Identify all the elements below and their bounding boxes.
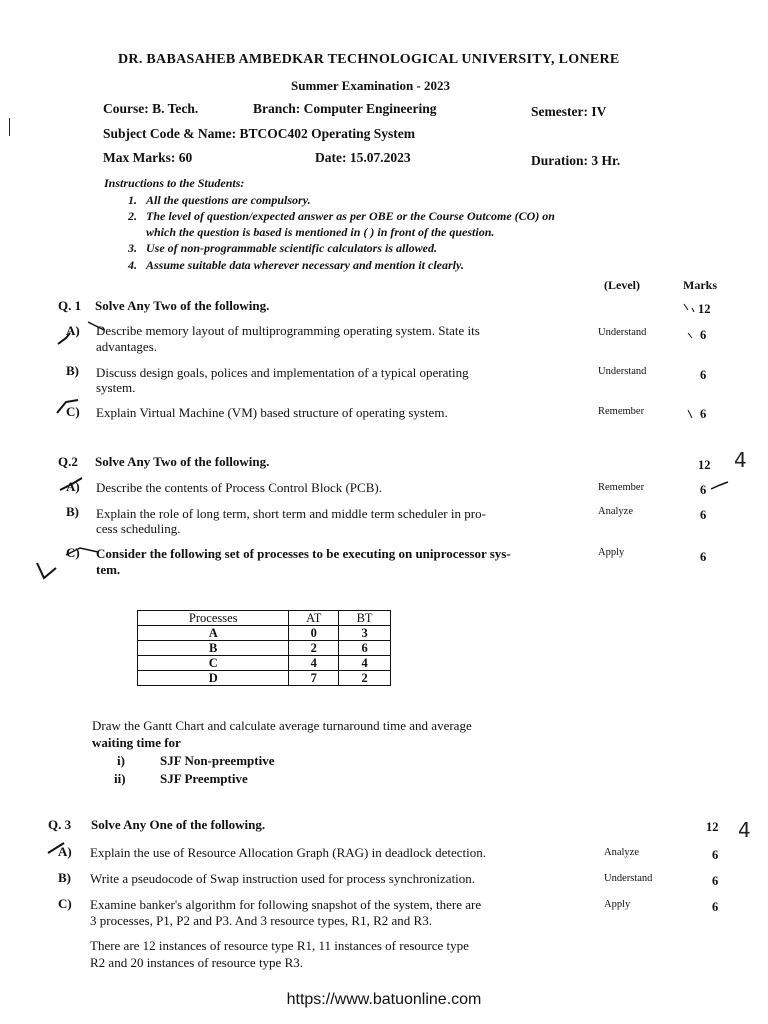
- part-text: system.: [96, 380, 136, 395]
- table-cell: 4: [339, 656, 391, 671]
- paragraph-text: There are 12 instances of resource type R1, 11 instances of resource type: [90, 938, 469, 953]
- marks-column-heading: Marks: [683, 278, 717, 292]
- part-level: Apply: [598, 547, 625, 558]
- part-text: cess scheduling.: [96, 521, 181, 536]
- part-marks: 6: [712, 874, 719, 888]
- followup-text: Draw the Gantt Chart and calculate average turnaround time and average: [92, 718, 472, 733]
- part-level: Remember: [598, 482, 645, 493]
- part-marks: 6: [700, 328, 707, 342]
- followup-item-text: SJF Preemptive: [160, 771, 248, 786]
- instruction-num: 3.: [128, 241, 137, 255]
- table-cell: 2: [289, 641, 339, 656]
- table-row: [138, 656, 391, 671]
- part-label: C): [58, 896, 72, 911]
- course: Course: B. Tech.: [103, 101, 199, 116]
- handwritten-score: 4: [738, 818, 751, 842]
- instruction-num: 4.: [128, 258, 137, 272]
- exam-title: Summer Examination - 2023: [291, 78, 451, 93]
- question-title: Solve Any Two of the following.: [95, 454, 270, 469]
- part-level: Analyze: [598, 506, 633, 517]
- part-marks: 6: [700, 368, 707, 382]
- part-label: B): [66, 504, 79, 519]
- table-header-row: [138, 611, 391, 626]
- table-cell: D: [138, 671, 289, 686]
- followup-text: waiting time for: [92, 735, 181, 750]
- part-text: Describe the contents of Process Control Block (PCB).: [96, 480, 382, 495]
- pen-mark: [684, 304, 694, 312]
- table-row: [138, 671, 391, 686]
- question-marks: 12: [698, 458, 711, 472]
- part-text: Explain the role of long term, short term and middle term scheduler in pro-: [96, 506, 486, 521]
- followup-item-text: SJF Non-preemptive: [160, 753, 275, 768]
- table-cell: 2: [339, 671, 391, 686]
- part-marks: 6: [712, 848, 719, 862]
- part-marks: 6: [700, 483, 707, 497]
- table-cell: C: [138, 656, 289, 671]
- instruction-num: 2.: [128, 209, 137, 223]
- part-label: B): [58, 870, 71, 885]
- question-number: Q.2: [58, 454, 78, 469]
- question-marks: 12: [706, 820, 719, 834]
- question-title: Solve Any Two of the following.: [95, 298, 270, 313]
- table-cell: B: [138, 641, 289, 656]
- part-label: A): [58, 844, 72, 859]
- part-level: Understand: [598, 366, 647, 377]
- part-text: Write a pseudocode of Swap instruction used for process synchronization.: [90, 871, 476, 886]
- table-cell: 3: [339, 626, 391, 641]
- part-label: C): [66, 545, 80, 560]
- pen-mark: [688, 333, 692, 338]
- table-cell: 0: [289, 626, 339, 641]
- part-label: B): [66, 363, 79, 378]
- part-text: Explain Virtual Machine (VM) based structure of operating system.: [96, 405, 448, 420]
- part-label: C): [66, 404, 80, 419]
- instruction-num: 1.: [128, 193, 137, 207]
- table-header: AT: [289, 611, 339, 626]
- part-level: Understand: [598, 327, 647, 338]
- table-row: [138, 641, 391, 656]
- footer-url[interactable]: https://www.batuonline.com: [286, 991, 482, 1008]
- part-text: Consider the following set of processes to be executing on uniprocessor sys-: [96, 546, 511, 561]
- part-text: 3 processes, P1, P2 and P3. And 3 resource types, R1, R2 and R3.: [90, 913, 432, 928]
- table-cell: A: [138, 626, 289, 641]
- part-marks: 6: [712, 900, 719, 914]
- handwritten-score: 4: [734, 448, 747, 472]
- pen-mark: [37, 563, 56, 578]
- part-level: Understand: [604, 873, 653, 884]
- instruction-text: All the questions are compulsory.: [146, 193, 311, 207]
- part-level: Apply: [604, 899, 631, 910]
- question-marks: 12: [698, 302, 711, 316]
- instruction-text: which the question is based is mentioned in ( ) in front of the question.: [146, 225, 495, 239]
- question-number: Q. 3: [48, 817, 72, 832]
- part-marks: 6: [700, 550, 707, 564]
- process-table: [137, 610, 391, 686]
- part-label: A): [66, 323, 80, 338]
- semester: Semester: IV: [531, 104, 607, 119]
- subject: Subject Code & Name: BTCOC402 Operating System: [103, 126, 415, 141]
- pen-mark: [688, 410, 692, 418]
- part-label: A): [66, 479, 80, 494]
- question-number: Q. 1: [58, 298, 82, 313]
- pen-mark: [711, 482, 728, 489]
- instruction-text: Assume suitable data wherever necessary and mention it clearly.: [146, 258, 464, 272]
- table-cell: 6: [339, 641, 391, 656]
- margin-mark: [9, 118, 10, 136]
- followup-item-num: ii): [114, 771, 126, 786]
- table-header: BT: [339, 611, 391, 626]
- instruction-text: The level of question/expected answer as per OBE or the Course Outcome (CO) on: [146, 209, 555, 223]
- table-cell: 4: [289, 656, 339, 671]
- question-title: Solve Any One of the following.: [91, 817, 266, 832]
- part-text: Explain the use of Resource Allocation Graph (RAG) in deadlock detection.: [90, 845, 487, 860]
- instructions-heading: Instructions to the Students:: [104, 176, 245, 190]
- duration: Duration: 3 Hr.: [531, 153, 621, 168]
- part-marks: 6: [700, 508, 707, 522]
- part-level: Analyze: [604, 847, 639, 858]
- part-text: Discuss design goals, polices and implementation of a typical operating: [96, 365, 469, 380]
- part-level: Remember: [598, 406, 645, 417]
- level-column-heading: (Level): [604, 278, 640, 292]
- part-marks: 6: [700, 407, 707, 421]
- part-text: tem.: [96, 562, 121, 577]
- table-row: [138, 626, 391, 641]
- table-header: Processes: [138, 611, 289, 626]
- exam-date: Date: 15.07.2023: [315, 150, 411, 165]
- part-text: Describe memory layout of multiprogramming operating system. State its: [96, 323, 480, 338]
- university-title: DR. BABASAHEB AMBEDKAR TECHNOLOGICAL UNIVERSITY, LONERE: [118, 52, 620, 67]
- max-marks: Max Marks: 60: [103, 150, 193, 165]
- paragraph-text: R2 and 20 instances of resource type R3.: [90, 955, 304, 970]
- part-text: advantages.: [96, 339, 158, 354]
- followup-item-num: i): [117, 753, 125, 768]
- branch: Branch: Computer Engineering: [253, 101, 437, 116]
- part-text: Examine banker's algorithm for following snapshot of the system, there are: [90, 897, 482, 912]
- table-cell: 7: [289, 671, 339, 686]
- instruction-text: Use of non-programmable scientific calculators is allowed.: [146, 241, 437, 255]
